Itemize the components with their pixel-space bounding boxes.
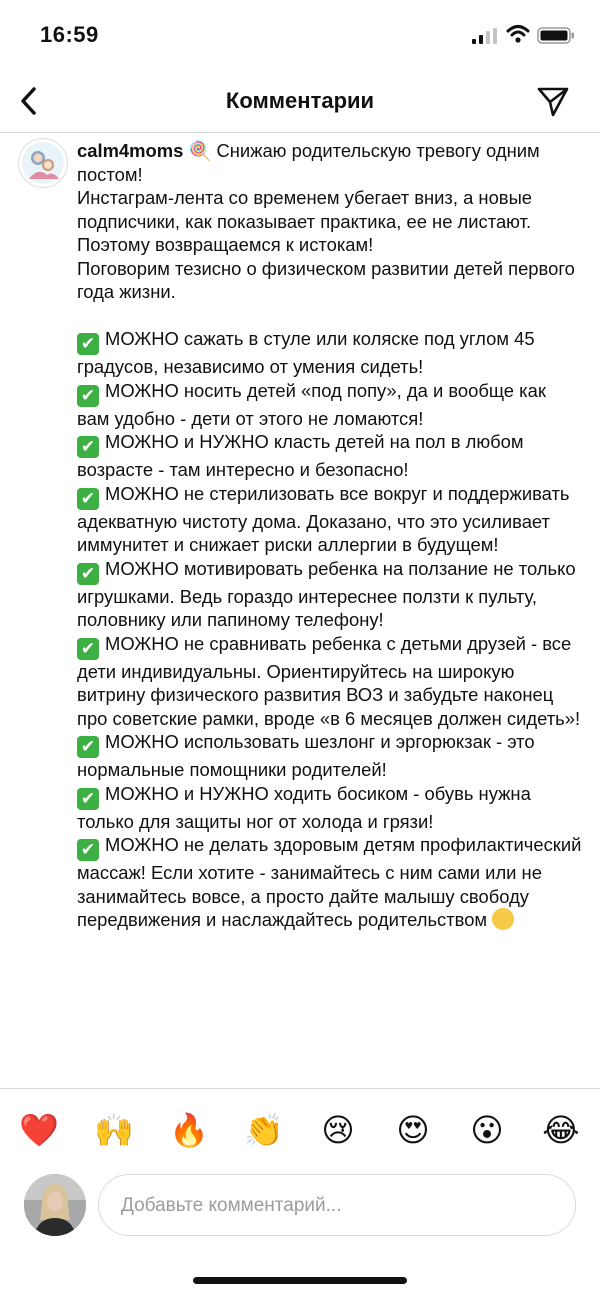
list-item xyxy=(77,430,582,482)
nav-bar xyxy=(0,70,600,132)
post-header-line xyxy=(77,139,582,186)
comment-input[interactable] xyxy=(119,1175,553,1237)
list-item xyxy=(77,379,582,431)
reactions-divider xyxy=(0,1088,600,1089)
status-time: 16:59 xyxy=(40,22,99,47)
blank-line xyxy=(77,304,582,328)
laughing-emoji-icon[interactable]: 😂 xyxy=(542,1111,580,1149)
home-indicator xyxy=(193,1277,407,1284)
comment-box xyxy=(98,1174,576,1236)
list-item-text: МОЖНО не делать здоровым детям профилактический массаж! Если хотите - занимайтесь с ним сами или не занимайтесь вовсе, а просто дайте малышу свободу передвижения и наслаждайтесь родительством xyxy=(77,834,582,930)
quick-reactions-bar xyxy=(0,1096,600,1166)
paper-plane-icon[interactable] xyxy=(536,84,570,118)
page-title: Комментарии xyxy=(225,88,375,113)
list-item-text: МОЖНО не стерилизовать все вокруг и поддерживать адекватную чистоту дома. Доказано, что это усиливает иммунитет и снижает риски аллергии в будущем! xyxy=(77,482,570,555)
status-bar xyxy=(0,0,600,70)
post-intro-2: Поговорим тезисно о физическом развитии детей первого года жизни. xyxy=(77,257,575,302)
post-author-avatar[interactable] xyxy=(18,138,68,188)
fire-emoji-icon[interactable]: 🔥 xyxy=(169,1111,209,1149)
check-mark-icon: ✔ xyxy=(77,488,99,510)
list-item-text: МОЖНО мотивировать ребенка на ползание не только игрушками. Ведь гораздо интереснее ползти к пульту, половнику или папиному телефону! xyxy=(77,557,576,630)
list-item xyxy=(77,782,582,834)
post-username[interactable]: calm4moms xyxy=(77,140,184,161)
post-caption xyxy=(77,139,582,1085)
check-mark-icon: ✔ xyxy=(77,333,99,355)
author-logo-image xyxy=(19,139,67,187)
check-mark-icon: ✔ xyxy=(77,385,99,407)
heart-emoji-icon[interactable]: ❤️ xyxy=(19,1111,59,1149)
check-mark-icon: ✔ xyxy=(77,436,99,458)
list-item xyxy=(77,327,582,379)
list-item xyxy=(77,730,582,782)
list-item xyxy=(77,557,582,632)
header-divider xyxy=(0,132,600,133)
clapping-emoji-icon[interactable]: 👏 xyxy=(244,1111,284,1149)
list-item-text: МОЖНО носить детей «под попу», да и вообще как вам удобно - дети от этого не ломаются! xyxy=(77,379,546,429)
user-photo-image xyxy=(24,1174,86,1236)
list-item xyxy=(77,833,582,932)
crying-emoji-icon[interactable]: 😢 xyxy=(321,1111,355,1149)
raised-hands-emoji-icon[interactable]: 🙌 xyxy=(94,1111,134,1149)
smile-emoji-icon xyxy=(492,908,514,930)
wifi-icon xyxy=(506,24,530,44)
check-mark-icon: ✔ xyxy=(77,788,99,810)
check-mark-icon: ✔ xyxy=(77,839,99,861)
signal-icon xyxy=(472,28,498,44)
list-item-text: МОЖНО использовать шезлонг и эргорюкзак - это нормальные помощники родителей! xyxy=(77,731,535,780)
surprised-emoji-icon[interactable]: 😮 xyxy=(470,1111,504,1149)
list-item-text: МОЖНО и НУЖНО ходить босиком - обувь нужна только для защиты ног от холода и грязи! xyxy=(77,782,531,832)
check-mark-icon: ✔ xyxy=(77,563,99,585)
battery-icon xyxy=(537,27,575,44)
post-intro-1: Инстаграм-лента со временем убегает вниз, а новые подписчики, как показывает практика, ее не листают. Поэтому возвращаемся к истокам! xyxy=(77,187,533,255)
list-item-text: МОЖНО не сравнивать ребенка с детьми друзей - все дети индивидуальны. Ориентируйтесь на широкую витрину физического развития ВОЗ и забудьте наконец про советские рамки, вроде «в 6 месяцев должен сидеть»! xyxy=(77,632,581,729)
list-item-text: МОЖНО сажать в стуле или коляске под углом 45 градусов, независимо от умения сидеть! xyxy=(77,328,535,377)
list-item-text: МОЖНО и НУЖНО класть детей на пол в любом возрасте - там интересно и безопасно! xyxy=(77,431,524,480)
post-title: 🍭 Снижаю родительскую тревогу одним постом! xyxy=(77,140,540,185)
check-mark-icon: ✔ xyxy=(77,736,99,758)
list-item xyxy=(77,482,582,557)
heart-eyes-emoji-icon[interactable]: 😍 xyxy=(396,1111,430,1149)
list-item xyxy=(77,632,582,731)
check-mark-icon: ✔ xyxy=(77,638,99,660)
current-user-avatar xyxy=(24,1174,86,1236)
